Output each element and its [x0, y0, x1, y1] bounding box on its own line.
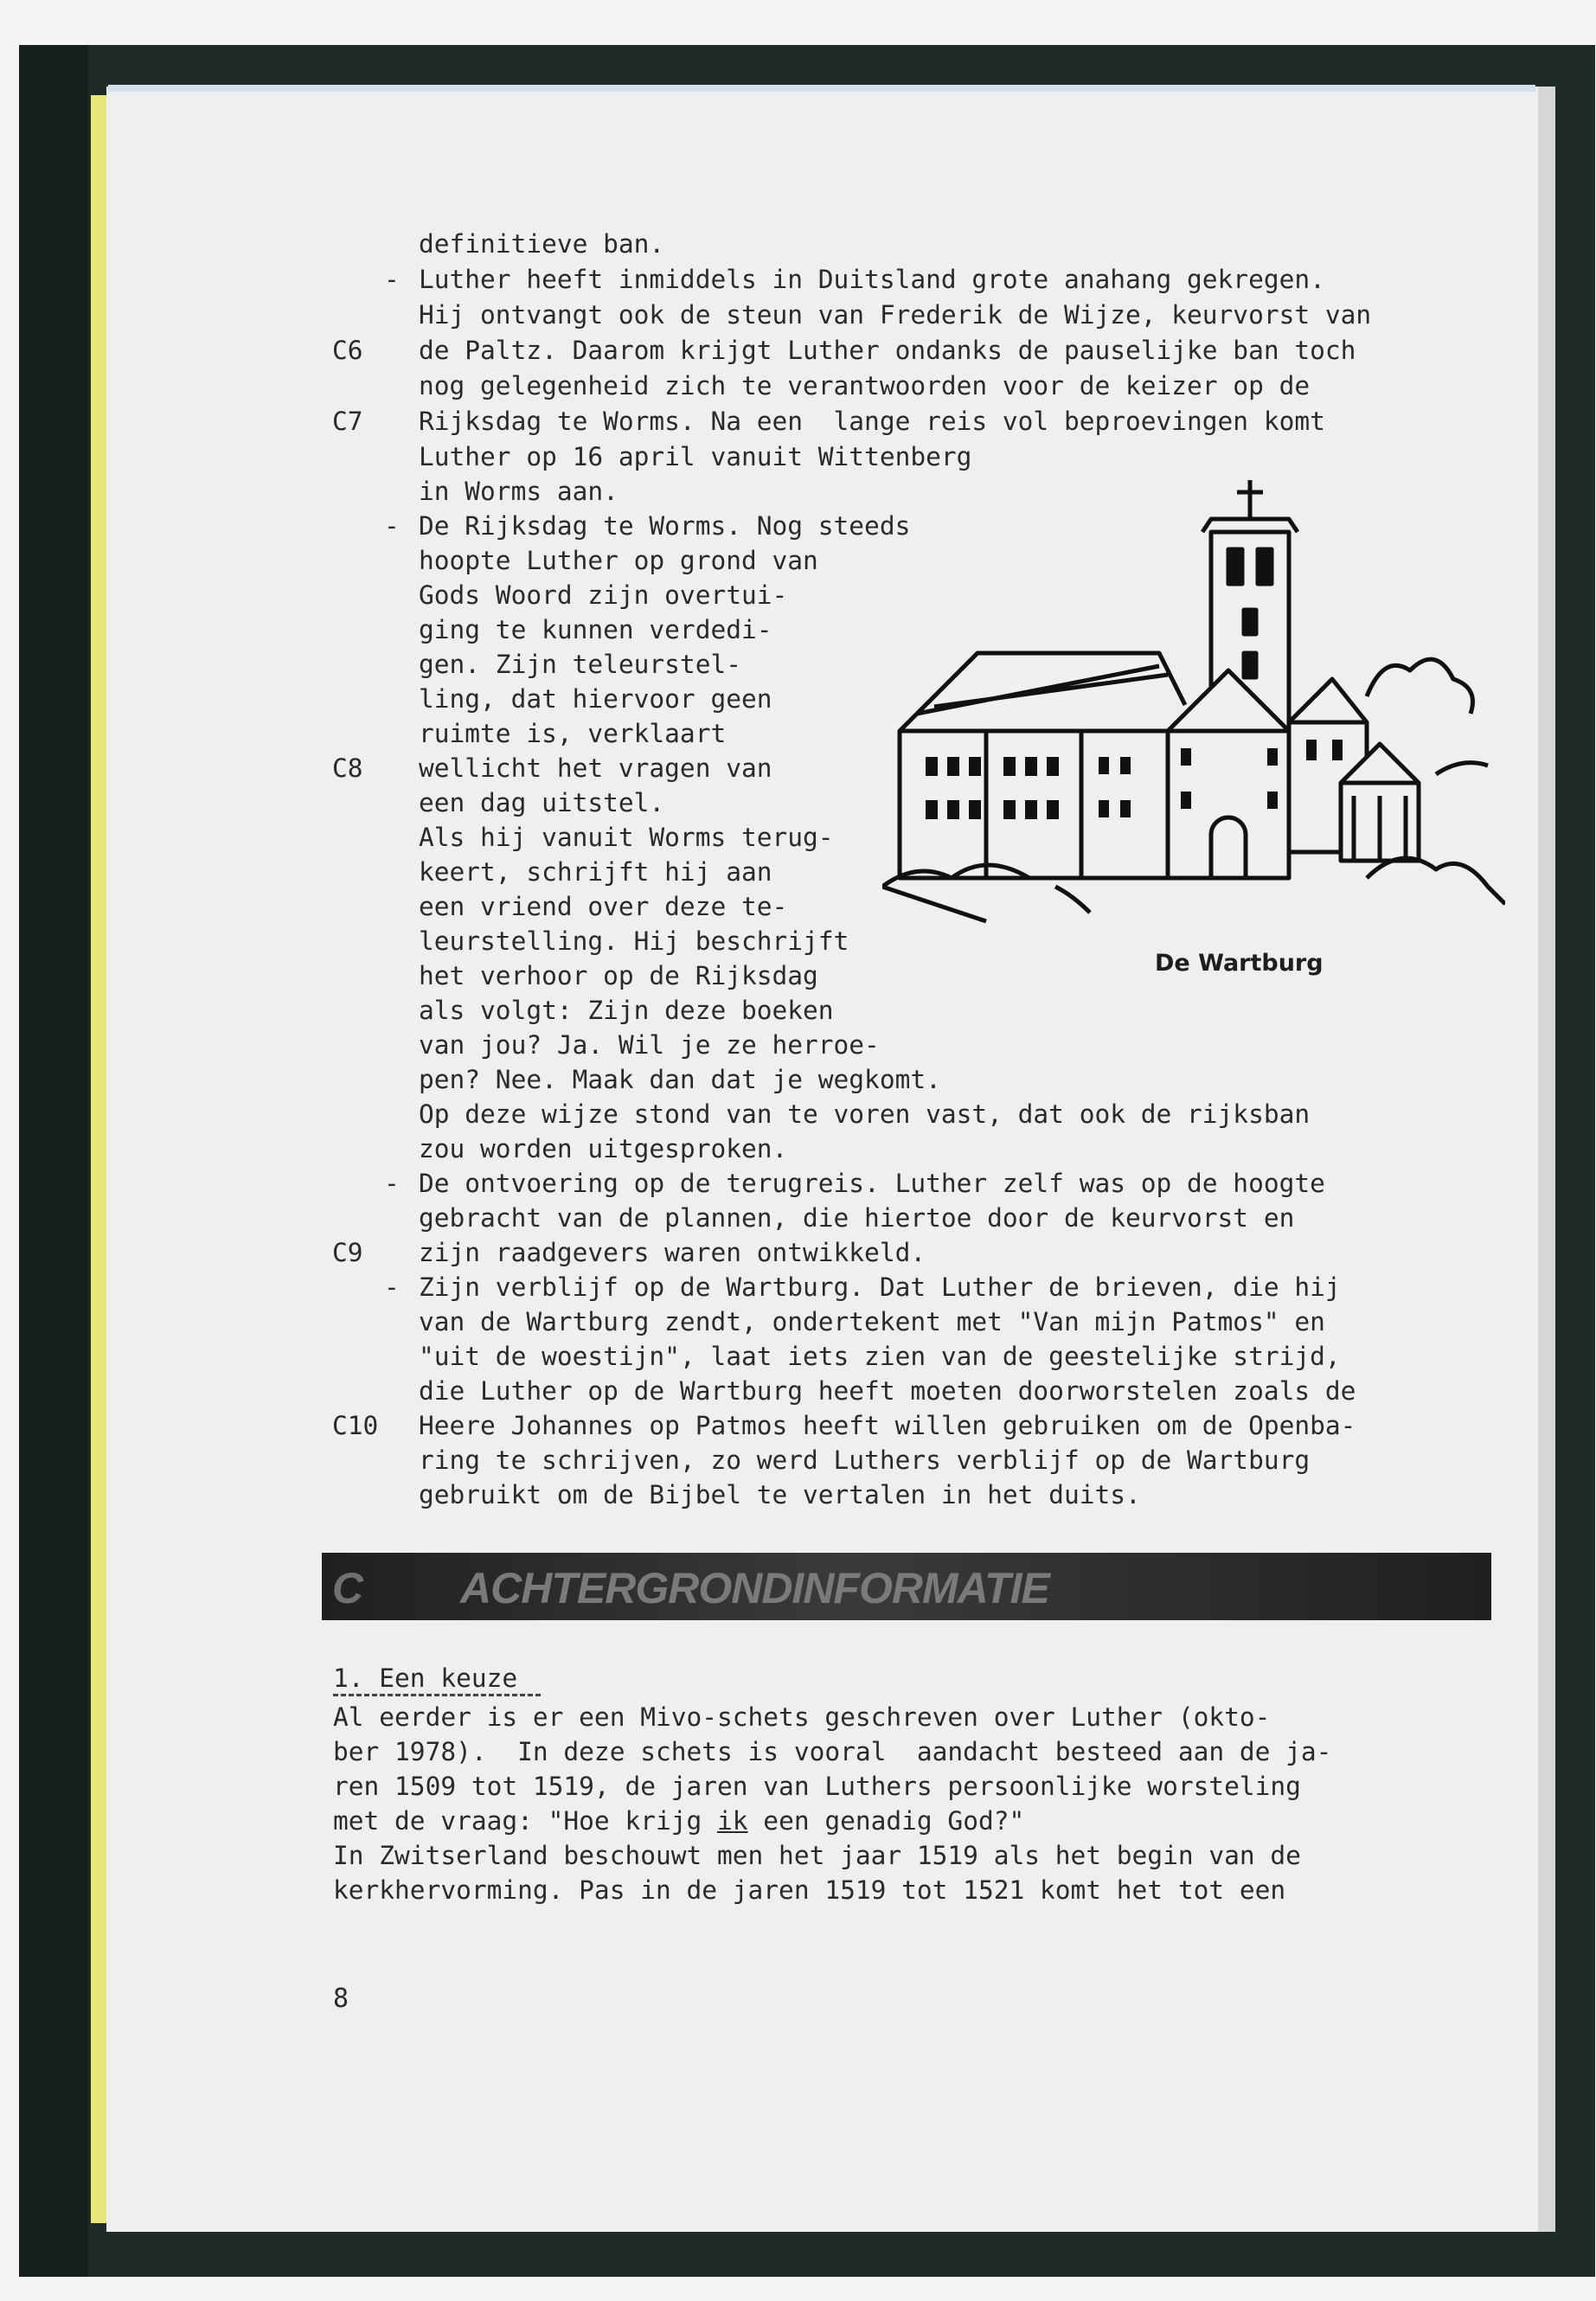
bullet-dash: -	[384, 1169, 400, 1198]
binder-spine	[19, 45, 88, 2277]
body-line: van jou? Ja. Wil je ze herroe-	[419, 1030, 880, 1060]
bullet-dash: -	[384, 511, 400, 541]
body-line: als volgt: Zijn deze boeken	[419, 996, 834, 1025]
body-line: Gods Woord zijn overtui-	[419, 580, 788, 610]
body-line: definitieve ban.	[419, 229, 665, 259]
banner-title: ACHTERGRONDINFORMATIE	[460, 1564, 1049, 1612]
margin-code: C6	[332, 336, 363, 365]
page-number: 8	[333, 1984, 349, 2014]
body-line: zijn raadgevers waren ontwikkeld.	[419, 1238, 926, 1267]
wartburg-castle-illustration	[882, 480, 1505, 930]
illustration-caption: De Wartburg	[1155, 950, 1324, 977]
body-line: De ontvoering op de terugreis. Luther zelf was op de hoogte	[419, 1169, 1325, 1198]
section-line-question	[333, 1804, 1024, 1838]
section-line: ber 1978). In deze schets is vooral aandacht besteed aan de ja-	[333, 1737, 1332, 1766]
body-line: in Worms aan.	[419, 477, 619, 506]
body-line: "uit de woestijn", laat iets zien van de geestelijke strijd,	[419, 1342, 1341, 1371]
banner-letter: C	[332, 1564, 364, 1612]
body-line: wellicht het vragen van	[419, 753, 772, 783]
body-line: een dag uitstel.	[419, 788, 665, 817]
body-line: Rijksdag te Worms. Na een lange reis vol beproevingen komt	[419, 407, 1325, 436]
body-line: van de Wartburg zendt, ondertekent met "Van mijn Patmos" en	[419, 1307, 1325, 1336]
section-heading-text: 1. Een keuze	[333, 1663, 518, 1693]
page-top-edge	[108, 85, 1535, 92]
section-banner	[322, 1553, 1491, 1620]
body-line: het verhoor op de Rijksdag	[419, 961, 818, 990]
body-line: hoopte Luther op grond van	[419, 546, 818, 575]
body-line: gebracht van de plannen, die hiertoe door de keurvorst en	[419, 1203, 1295, 1233]
margin-code: C9	[332, 1238, 363, 1267]
body-line: ling, dat hiervoor geen	[419, 684, 772, 714]
body-line: keert, schrijft hij aan	[419, 857, 772, 887]
body-line: nog gelegenheid zich te verantwoorden voor de keizer op de	[419, 371, 1311, 401]
body-line: gen. Zijn teleurstel-	[419, 650, 741, 679]
body-line: gebruikt om de Bijbel te vertalen in het duits.	[419, 1480, 1141, 1509]
body-line: Zijn verblijf op de Wartburg. Dat Luther de brieven, die hij	[419, 1272, 1341, 1302]
section-heading	[333, 1661, 517, 1695]
yellow-tab-strip	[91, 95, 106, 2223]
body-line: die Luther op de Wartburg heeft moeten doorworstelen zoals de	[419, 1376, 1356, 1406]
section-line: Al eerder is er een Mivo-schets geschreven over Luther (okto-	[333, 1702, 1271, 1732]
body-line: leurstelling. Hij beschrijft	[419, 926, 849, 956]
bullet-dash: -	[384, 1272, 400, 1302]
body-line: ruimte is, verklaart	[419, 719, 727, 748]
margin-code: C8	[332, 753, 363, 783]
section-line: In Zwitserland beschouwt men het jaar 1519 als het begin van de	[333, 1841, 1301, 1870]
body-line: zou worden uitgesproken.	[419, 1134, 788, 1163]
body-line: pen? Nee. Maak dan dat je wegkomt.	[419, 1065, 941, 1094]
body-line: De Rijksdag te Worms. Nog steeds	[419, 511, 911, 541]
section-line: ren 1509 tot 1519, de jaren van Luthers persoonlijke worsteling	[333, 1772, 1301, 1801]
heading-underline	[333, 1694, 541, 1696]
section-line: kerkhervorming. Pas in de jaren 1519 tot 1521 komt het tot een	[333, 1875, 1286, 1905]
question-emphasis: ik	[717, 1806, 748, 1836]
body-line: Luther op 16 april vanuit Wittenberg	[419, 442, 972, 471]
question-post: een genadig God?"	[747, 1806, 1025, 1836]
question-pre: met de vraag: "Hoe krijg	[333, 1806, 718, 1836]
body-line: de Paltz. Daarom krijgt Luther ondanks de pauselijke ban toch	[419, 336, 1356, 365]
body-line: Hij ontvangt ook de steun van Frederik de Wijze, keurvorst van	[419, 300, 1372, 330]
body-line: ring te schrijven, zo werd Luthers verblijf op de Wartburg	[419, 1445, 1311, 1475]
body-line: Luther heeft inmiddels in Duitsland grote anahang gekregen.	[419, 265, 1325, 294]
bullet-dash: -	[384, 265, 400, 294]
margin-code: C10	[332, 1411, 379, 1440]
margin-code: C7	[332, 407, 363, 436]
body-line: Op deze wijze stond van te voren vast, dat ook de rijksban	[419, 1099, 1311, 1129]
body-line: Als hij vanuit Worms terug-	[419, 823, 834, 852]
body-line: Heere Johannes op Patmos heeft willen gebruiken om de Openba-	[419, 1411, 1356, 1440]
body-line: een vriend over deze te-	[419, 892, 788, 921]
body-line: ging te kunnen verdedi-	[419, 615, 772, 644]
page-shadow	[1538, 87, 1555, 2232]
